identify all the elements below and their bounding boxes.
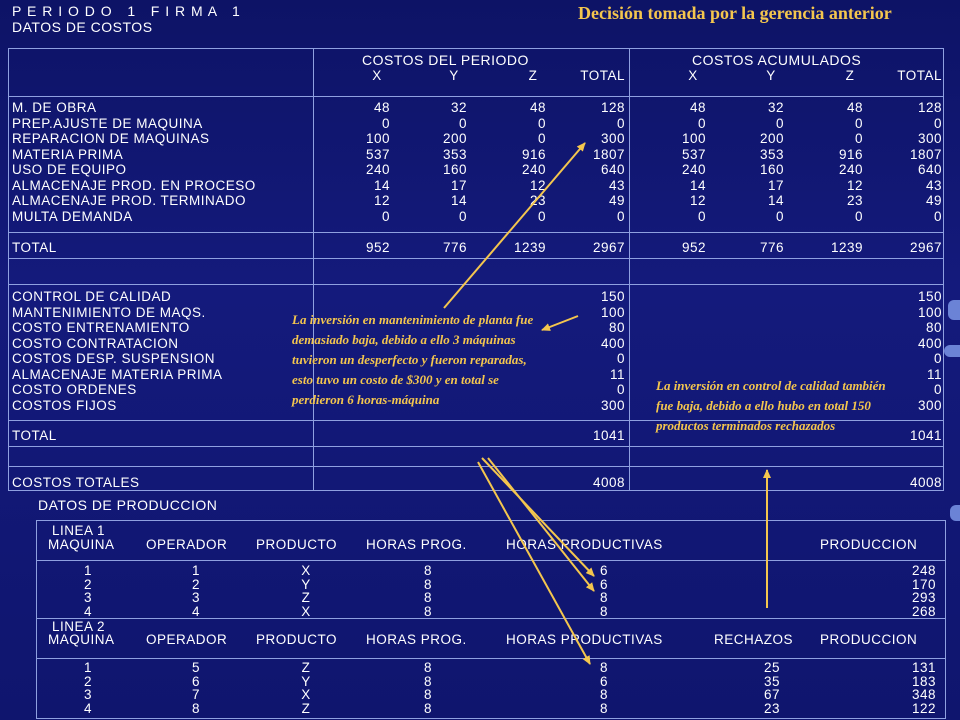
other-cost-period: 100 bbox=[600, 304, 625, 320]
group-header-period: COSTOS DEL PERIODO bbox=[362, 52, 529, 68]
cost-value: 12 bbox=[373, 193, 390, 208]
other-cost-period: 0 bbox=[616, 351, 625, 366]
other-cost-accumulated: 0 bbox=[933, 382, 942, 397]
line2-cell: 4 bbox=[83, 700, 92, 716]
cost-value: 240 bbox=[521, 162, 546, 177]
cost-row-label: PREP.AJUSTE DE MAQUINA bbox=[12, 115, 203, 131]
cost-value: 0 bbox=[854, 115, 863, 131]
line1-cell: 3 bbox=[83, 590, 92, 605]
line1-cell: 1 bbox=[191, 563, 200, 578]
line2-cell: 8 bbox=[423, 673, 432, 689]
line2-cell: 8 bbox=[599, 700, 608, 716]
other-cost-label: COSTOS DESP. SUSPENSION bbox=[12, 351, 216, 366]
cost-value: 537 bbox=[681, 146, 706, 162]
line1-production: 170 bbox=[911, 576, 936, 592]
other-total-accumulated: 1041 bbox=[909, 428, 942, 443]
line2-header: HORAS PRODUCTIVAS bbox=[506, 632, 663, 647]
line1-cell: 6 bbox=[599, 576, 608, 592]
cost-row-label: REPARACION DE MAQUINAS bbox=[12, 131, 210, 146]
cost-value: 200 bbox=[442, 131, 467, 146]
cost-row-label: MATERIA PRIMA bbox=[12, 146, 124, 162]
cost-value: 0 bbox=[933, 208, 942, 224]
line1-header: HORAS PRODUCTIVAS bbox=[506, 537, 663, 552]
line1-production: 268 bbox=[911, 603, 936, 619]
cost-value: 537 bbox=[365, 146, 390, 162]
cost-value: 43 bbox=[608, 177, 625, 193]
cost-row-label: M. DE OBRA bbox=[12, 100, 97, 115]
line2-cell: 8 bbox=[423, 687, 432, 702]
cost-row-label: USO DE EQUIPO bbox=[12, 162, 127, 177]
cost-value: 0 bbox=[616, 115, 625, 131]
line1-cell: 8 bbox=[423, 563, 432, 578]
grand-total-period: 4008 bbox=[592, 475, 625, 490]
cost-value: 0 bbox=[775, 115, 784, 131]
line1-cell: 6 bbox=[599, 563, 608, 578]
line2-header: MAQUINA bbox=[48, 632, 115, 647]
other-cost-label: COSTOS FIJOS bbox=[12, 397, 117, 413]
other-cost-label: COSTO ORDENES bbox=[12, 382, 137, 397]
other-total-period: 1041 bbox=[592, 428, 625, 443]
other-cost-accumulated: 100 bbox=[917, 304, 942, 320]
cost-value: 48 bbox=[529, 100, 546, 115]
cost-value: 0 bbox=[537, 208, 546, 224]
line2-header: PRODUCTO bbox=[256, 632, 338, 647]
line1-cell: 4 bbox=[83, 603, 92, 619]
col-header-y: Y bbox=[449, 68, 459, 83]
cost-value: 0 bbox=[933, 115, 942, 131]
arrow-to-line1-machine1 bbox=[482, 458, 594, 576]
line1-cell: 3 bbox=[191, 590, 200, 605]
cost-value: 100 bbox=[681, 131, 706, 146]
line2-production: 348 bbox=[911, 687, 936, 702]
cost-value: 353 bbox=[759, 146, 784, 162]
line1-title: LINEA 1 bbox=[52, 523, 106, 538]
line1-cell: 2 bbox=[83, 576, 92, 592]
cost-data-heading: DATOS DE COSTOS bbox=[12, 19, 153, 35]
group-header-accumulated: COSTOS ACUMULADOS bbox=[692, 52, 862, 68]
line1-cell: 8 bbox=[599, 590, 608, 605]
cost-value: 14 bbox=[689, 177, 706, 193]
cost-value: 48 bbox=[373, 100, 390, 115]
cost-value: 12 bbox=[689, 193, 706, 208]
line1-cell: 8 bbox=[423, 590, 432, 605]
line2-cell: 7 bbox=[191, 687, 200, 702]
line1-cell: Y bbox=[301, 576, 311, 592]
line1-header: OPERADOR bbox=[146, 537, 228, 552]
line1-production: 293 bbox=[911, 590, 936, 605]
line1-cell: Z bbox=[301, 590, 311, 605]
line2-header: RECHAZOS bbox=[714, 632, 794, 647]
cost-total-value: 952 bbox=[365, 240, 390, 255]
cost-value: 0 bbox=[697, 115, 706, 131]
cost-value: 49 bbox=[608, 193, 625, 208]
cost-value: 160 bbox=[442, 162, 467, 177]
cost-total-value: 2967 bbox=[909, 240, 942, 255]
line2-production: 131 bbox=[911, 660, 936, 675]
col-header-x: X bbox=[688, 68, 698, 83]
line2-cell: 8 bbox=[423, 700, 432, 716]
cost-value: 200 bbox=[759, 131, 784, 146]
line1-cell: 1 bbox=[83, 563, 92, 578]
cost-value: 640 bbox=[600, 162, 625, 177]
cost-row-label: MULTA DEMANDA bbox=[12, 208, 133, 224]
slide-title: Decisión tomada por la gerencia anterior bbox=[578, 3, 892, 23]
cost-value: 0 bbox=[775, 208, 784, 224]
line1-header: PRODUCTO bbox=[256, 537, 338, 552]
cost-value: 916 bbox=[521, 146, 546, 162]
arrow-to-line2-machine2 bbox=[478, 462, 590, 664]
cost-total-value: 776 bbox=[442, 240, 467, 255]
other-cost-label: COSTO CONTRATACION bbox=[12, 335, 179, 351]
line2-header: OPERADOR bbox=[146, 632, 228, 647]
line2-cell: 8 bbox=[191, 700, 200, 716]
maintenance-note: La inversión en mantenimiento de planta fue demasiado baja, debido a ello 3 máquinas tuvieron un desperfecto y fueron reparadas, esto tuvo un costo de $300 y en total se perdieron 6 horas-máquina bbox=[292, 312, 534, 407]
other-cost-accumulated: 0 bbox=[933, 351, 942, 366]
cost-value: 0 bbox=[458, 115, 467, 131]
line2-cell: 8 bbox=[599, 660, 608, 675]
cost-value: 48 bbox=[846, 100, 863, 115]
line2-rejects: 25 bbox=[763, 660, 780, 675]
cost-value: 1807 bbox=[592, 146, 625, 162]
cost-value: 300 bbox=[600, 131, 625, 146]
line1-cell: 8 bbox=[599, 603, 608, 619]
cost-value: 48 bbox=[689, 100, 706, 115]
cost-value: 128 bbox=[600, 100, 625, 115]
cost-total-value: 1239 bbox=[513, 240, 546, 255]
line2-rejects: 35 bbox=[763, 673, 780, 689]
period-firm-heading: P E R I O D O 1 F I R M A 1 bbox=[12, 3, 241, 19]
other-cost-period: 150 bbox=[600, 289, 625, 304]
line2-title: LINEA 2 bbox=[52, 619, 106, 634]
other-cost-label: CONTROL DE CALIDAD bbox=[12, 289, 172, 304]
cost-value: 240 bbox=[681, 162, 706, 177]
cost-value: 0 bbox=[616, 208, 625, 224]
cost-value: 1807 bbox=[909, 146, 942, 162]
line2-cell: 3 bbox=[83, 687, 92, 702]
cost-value: 43 bbox=[925, 177, 942, 193]
line2-cell: Z bbox=[301, 700, 311, 716]
col-header-z: Z bbox=[528, 68, 538, 83]
line1-production: 248 bbox=[911, 563, 936, 578]
line1-cell: X bbox=[301, 603, 311, 619]
line1-cell: 4 bbox=[191, 603, 200, 619]
line2-cell: 8 bbox=[599, 687, 608, 702]
line2-cell: 6 bbox=[599, 673, 608, 689]
line2-cell: Y bbox=[301, 673, 311, 689]
cost-value: 0 bbox=[537, 115, 546, 131]
other-total-label: TOTAL bbox=[12, 428, 57, 443]
cost-value: 128 bbox=[917, 100, 942, 115]
line2-cell: 8 bbox=[423, 660, 432, 675]
line2-production: 122 bbox=[911, 700, 936, 716]
line2-header: PRODUCCION bbox=[820, 632, 918, 647]
arrow-to-line1-machine2 bbox=[488, 458, 594, 591]
cost-value: 0 bbox=[458, 208, 467, 224]
cost-value: 0 bbox=[381, 208, 390, 224]
grand-total-label: COSTOS TOTALES bbox=[12, 475, 140, 490]
arrow-to-maintenance-cost bbox=[542, 316, 578, 330]
cost-value: 32 bbox=[450, 100, 467, 115]
other-cost-label: COSTO ENTRENAMIENTO bbox=[12, 320, 190, 335]
quality-note: La inversión en control de calidad también fue baja, debido a ello hubo en total 150 productos terminados rechazados bbox=[656, 378, 886, 433]
cost-value: 17 bbox=[450, 177, 467, 193]
other-cost-accumulated: 150 bbox=[917, 289, 942, 304]
cost-value: 353 bbox=[442, 146, 467, 162]
line2-cell: 6 bbox=[191, 673, 200, 689]
cost-value: 0 bbox=[854, 131, 863, 146]
line1-header: HORAS PROG. bbox=[366, 537, 467, 552]
other-cost-period: 80 bbox=[608, 320, 625, 335]
cost-value: 0 bbox=[697, 208, 706, 224]
other-cost-label: ALMACENAJE MATERIA PRIMA bbox=[12, 366, 223, 382]
col-header-y: Y bbox=[766, 68, 776, 83]
cost-value: 640 bbox=[917, 162, 942, 177]
other-cost-period: 0 bbox=[616, 382, 625, 397]
cost-row-label: ALMACENAJE PROD. TERMINADO bbox=[12, 193, 247, 208]
other-cost-accumulated: 400 bbox=[917, 335, 942, 351]
line2-cell: 5 bbox=[191, 660, 200, 675]
line2-header: HORAS PROG. bbox=[366, 632, 467, 647]
cost-value: 300 bbox=[917, 131, 942, 146]
cost-value: 0 bbox=[854, 208, 863, 224]
line2-cell: 2 bbox=[83, 673, 92, 689]
cost-value: 916 bbox=[838, 146, 863, 162]
grand-total-accumulated: 4008 bbox=[909, 475, 942, 490]
line1-cell: 8 bbox=[423, 576, 432, 592]
cost-value: 0 bbox=[381, 115, 390, 131]
cost-value: 0 bbox=[537, 131, 546, 146]
cost-total-label: TOTAL bbox=[12, 240, 57, 255]
cost-value: 14 bbox=[450, 193, 467, 208]
cost-total-value: 2967 bbox=[592, 240, 625, 255]
cost-value: 160 bbox=[759, 162, 784, 177]
other-cost-accumulated: 300 bbox=[917, 397, 942, 413]
cost-total-value: 952 bbox=[681, 240, 706, 255]
cost-value: 23 bbox=[846, 193, 863, 208]
line1-cell: 8 bbox=[423, 603, 432, 619]
col-header-z: Z bbox=[845, 68, 855, 83]
other-cost-period: 300 bbox=[600, 397, 625, 413]
cost-value: 100 bbox=[365, 131, 390, 146]
production-heading: DATOS DE PRODUCCION bbox=[38, 497, 218, 513]
line1-cell: 2 bbox=[191, 576, 200, 592]
col-header-total: TOTAL bbox=[897, 68, 942, 83]
arrow-to-repair-cost bbox=[444, 143, 585, 308]
cost-value: 23 bbox=[529, 193, 546, 208]
cost-value: 12 bbox=[846, 177, 863, 193]
line2-rejects: 67 bbox=[763, 687, 780, 702]
line1-header: MAQUINA bbox=[48, 537, 115, 552]
cost-row-label: ALMACENAJE PROD. EN PROCESO bbox=[12, 177, 256, 193]
other-cost-label: MANTENIMIENTO DE MAQS. bbox=[12, 304, 206, 320]
cost-value: 17 bbox=[767, 177, 784, 193]
line1-header: PRODUCCION bbox=[820, 537, 918, 552]
line2-cell: X bbox=[301, 687, 311, 702]
col-header-total: TOTAL bbox=[580, 68, 625, 83]
cost-value: 14 bbox=[767, 193, 784, 208]
line2-production: 183 bbox=[911, 673, 936, 689]
cost-value: 49 bbox=[925, 193, 942, 208]
line2-rejects: 23 bbox=[763, 700, 780, 716]
line1-cell: X bbox=[301, 563, 311, 578]
cost-value: 240 bbox=[838, 162, 863, 177]
other-cost-period: 400 bbox=[600, 335, 625, 351]
cost-value: 32 bbox=[767, 100, 784, 115]
other-cost-accumulated: 11 bbox=[926, 366, 942, 382]
line2-cell: 1 bbox=[83, 660, 92, 675]
other-cost-accumulated: 80 bbox=[925, 320, 942, 335]
cost-total-value: 1239 bbox=[830, 240, 863, 255]
cost-total-value: 776 bbox=[759, 240, 784, 255]
cost-value: 14 bbox=[373, 177, 390, 193]
other-cost-period: 11 bbox=[609, 366, 625, 382]
line2-cell: Z bbox=[301, 660, 311, 675]
col-header-x: X bbox=[372, 68, 382, 83]
cost-value: 240 bbox=[365, 162, 390, 177]
cost-value: 12 bbox=[529, 177, 546, 193]
